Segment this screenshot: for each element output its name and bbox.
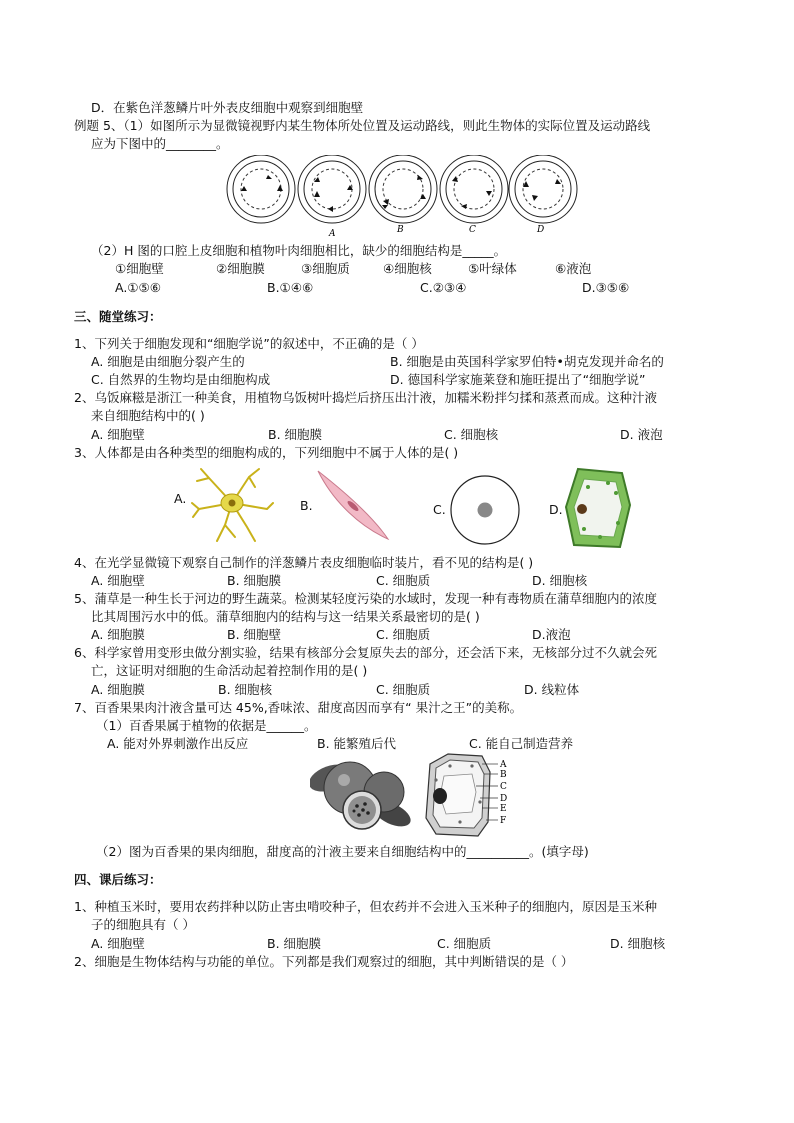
q7-sub1: （1）百香果属于植物的依据是______。	[96, 718, 317, 733]
neuron-cell-image	[189, 463, 275, 545]
q2-option-c: C. 细胞核	[444, 427, 499, 442]
section3-heading: 三、随堂练习：	[74, 309, 162, 324]
q1-option-a: A. 细胞是由细胞分裂产生的	[91, 354, 245, 369]
q5-option-d: D.液泡	[532, 627, 571, 642]
circle-label-c: C	[469, 225, 476, 235]
q4-option-a: A. 细胞壁	[91, 573, 145, 588]
field-circle-b	[369, 155, 437, 223]
plant-cell-image	[564, 465, 632, 551]
s4-q1-option-d: D. 细胞核	[610, 936, 666, 951]
circle-label-a: A	[329, 229, 336, 237]
q5-option-b: B. 细胞壁	[227, 627, 282, 642]
q7-sub2: （2）图为百香果的果肉细胞，甜度高的汁液主要来自细胞结构中的__________。(填字母)	[96, 844, 589, 859]
q3-label-a: A.	[174, 491, 187, 506]
q6-stem-line1: 6、科学家曾用变形虫做分割实验，结果有核部分会复原失去的部分，还会活下来，无核部分过不久就会死	[74, 645, 657, 660]
q7-stem: 7、百香果果肉汁液含量可达 45%,香味浓、甜度高因而享有“ 果汁之王”的美称。	[74, 700, 523, 715]
s4-q1-option-c: C. 细胞质	[437, 936, 492, 951]
q5-stem-line1: 5、蒲草是一种生长于河边的野生蔬菜。检测某轻度污染的水域时，发现一种有毒物质在蒲草细胞内的浓度	[74, 591, 657, 606]
q1-stem: 1、下列关于细胞发现和“细胞学说”的叙述中，不正确的是（ ）	[74, 336, 424, 351]
cell-label-d: D	[500, 794, 508, 804]
field-circle-c	[440, 155, 508, 223]
s4-q1-option-b: B. 细胞膜	[267, 936, 322, 951]
field-circle-original	[227, 155, 295, 223]
q6-stem-line2: 亡，这证明对细胞的生命活动起着控制作用的是( )	[91, 663, 368, 678]
structure-4: ④细胞核	[383, 261, 432, 276]
example5-q2: （2）H 图的口腔上皮细胞和植物叶肉细胞相比，缺少的细胞结构是_____。	[91, 243, 507, 258]
q6-option-a: A. 细胞膜	[91, 682, 145, 697]
s4-q1-stem-line2: 子的细胞具有（ ）	[91, 917, 195, 932]
q5-option-c: C. 细胞质	[376, 627, 431, 642]
circle-label-b: B	[397, 225, 404, 235]
structure-2: ②细胞膜	[216, 261, 265, 276]
q6-option-d: D. 线粒体	[524, 682, 580, 697]
q7-sub1-option-b: B. 能繁殖后代	[317, 736, 397, 751]
passion-fruit-image	[310, 752, 414, 832]
answer-c: C.②③④	[420, 280, 467, 295]
cell-label-c: C	[500, 782, 507, 792]
q1-option-b: B. 细胞是由英国科学家罗伯特•胡克发现并命名的	[390, 354, 664, 369]
q3-stem: 3、人体都是由各种类型的细胞构成的，下列细胞中不属于人体的是( )	[74, 445, 459, 460]
q2-stem-line2: 来自细胞结构中的( )	[91, 408, 205, 423]
q4-stem: 4、在光学显微镜下观察自己制作的洋葱鳞片表皮细胞临时装片，看不见的结构是( )	[74, 555, 534, 570]
cell-label-f: F	[500, 816, 507, 826]
q2-option-a: A. 细胞壁	[91, 427, 145, 442]
structure-6: ⑥液泡	[555, 261, 592, 276]
q1-option-c: C. 自然界的生物均是由细胞构成	[91, 372, 271, 387]
q6-option-b: B. 细胞核	[218, 682, 273, 697]
answer-b: B.①④⑥	[267, 280, 314, 295]
circle-label-d: D	[537, 225, 545, 235]
microscope-field-figure	[220, 155, 580, 237]
q4-option-d: D. 细胞核	[532, 573, 588, 588]
s4-q1-option-a: A. 细胞壁	[91, 936, 145, 951]
answer-d: D.③⑤⑥	[582, 280, 630, 295]
q4-option-b: B. 细胞膜	[227, 573, 282, 588]
q1-option-d: D. 德国科学家施莱登和施旺提出了“细胞学说”	[390, 372, 646, 387]
cell-label-b: B	[500, 770, 507, 780]
muscle-cell-image	[316, 469, 390, 541]
example5-stem-line1: 例题 5、（1）如图所示为显微镜视野内某生物体所处位置及运动路线，则此生物体的实际位置及运动路线	[74, 118, 651, 133]
q3-label-d: D.	[549, 502, 563, 517]
q2-option-b: B. 细胞膜	[268, 427, 323, 442]
option-d-text: D．在紫色洋葱鳞片叶外表皮细胞中观察到细胞壁	[91, 100, 364, 115]
structure-1: ①细胞壁	[115, 261, 164, 276]
q5-stem-line2: 比其周围污水中的低。蒲草细胞内的结构与这一结果关系最密切的是( )	[91, 609, 480, 624]
q2-stem-line1: 2、乌饭麻糍是浙江一种美食，用植物乌饭树叶捣烂后挤压出汁液，加糯米粉拌匀揉和蒸煮而成。这种汁液	[74, 390, 657, 405]
example5-stem-line2: 应为下图中的________。	[91, 136, 229, 151]
q5-option-a: A. 细胞膜	[91, 627, 145, 642]
answer-a: A.①⑤⑥	[115, 280, 161, 295]
q4-option-c: C. 细胞质	[376, 573, 431, 588]
field-circle-d	[509, 155, 577, 223]
field-circle-a	[298, 155, 366, 223]
fruit-pulp-cell-diagram	[420, 752, 520, 838]
q6-option-c: C. 细胞质	[376, 682, 431, 697]
cell-label-e: E	[500, 804, 507, 814]
q7-sub1-option-a: A. 能对外界刺激作出反应	[107, 736, 249, 751]
structure-5: ⑤叶绿体	[468, 261, 517, 276]
q3-label-b: B.	[300, 498, 313, 513]
structure-3: ③细胞质	[301, 261, 350, 276]
round-cell-image	[449, 474, 521, 546]
q3-label-c: C.	[433, 502, 446, 517]
cell-label-a: A	[500, 760, 507, 770]
q7-sub1-option-c: C. 能自己制造营养	[469, 736, 574, 751]
s4-q2-stem: 2、细胞是生物体结构与功能的单位。下列都是我们观察过的细胞，其中判断错误的是（ ）	[74, 954, 574, 969]
s4-q1-stem-line1: 1、种植玉米时，要用农药拌种以防止害虫啃咬种子，但农药并不会进入玉米种子的细胞内，原因是玉米种	[74, 899, 657, 914]
q2-option-d: D. 液泡	[620, 427, 663, 442]
section4-heading: 四、课后练习：	[74, 872, 162, 887]
